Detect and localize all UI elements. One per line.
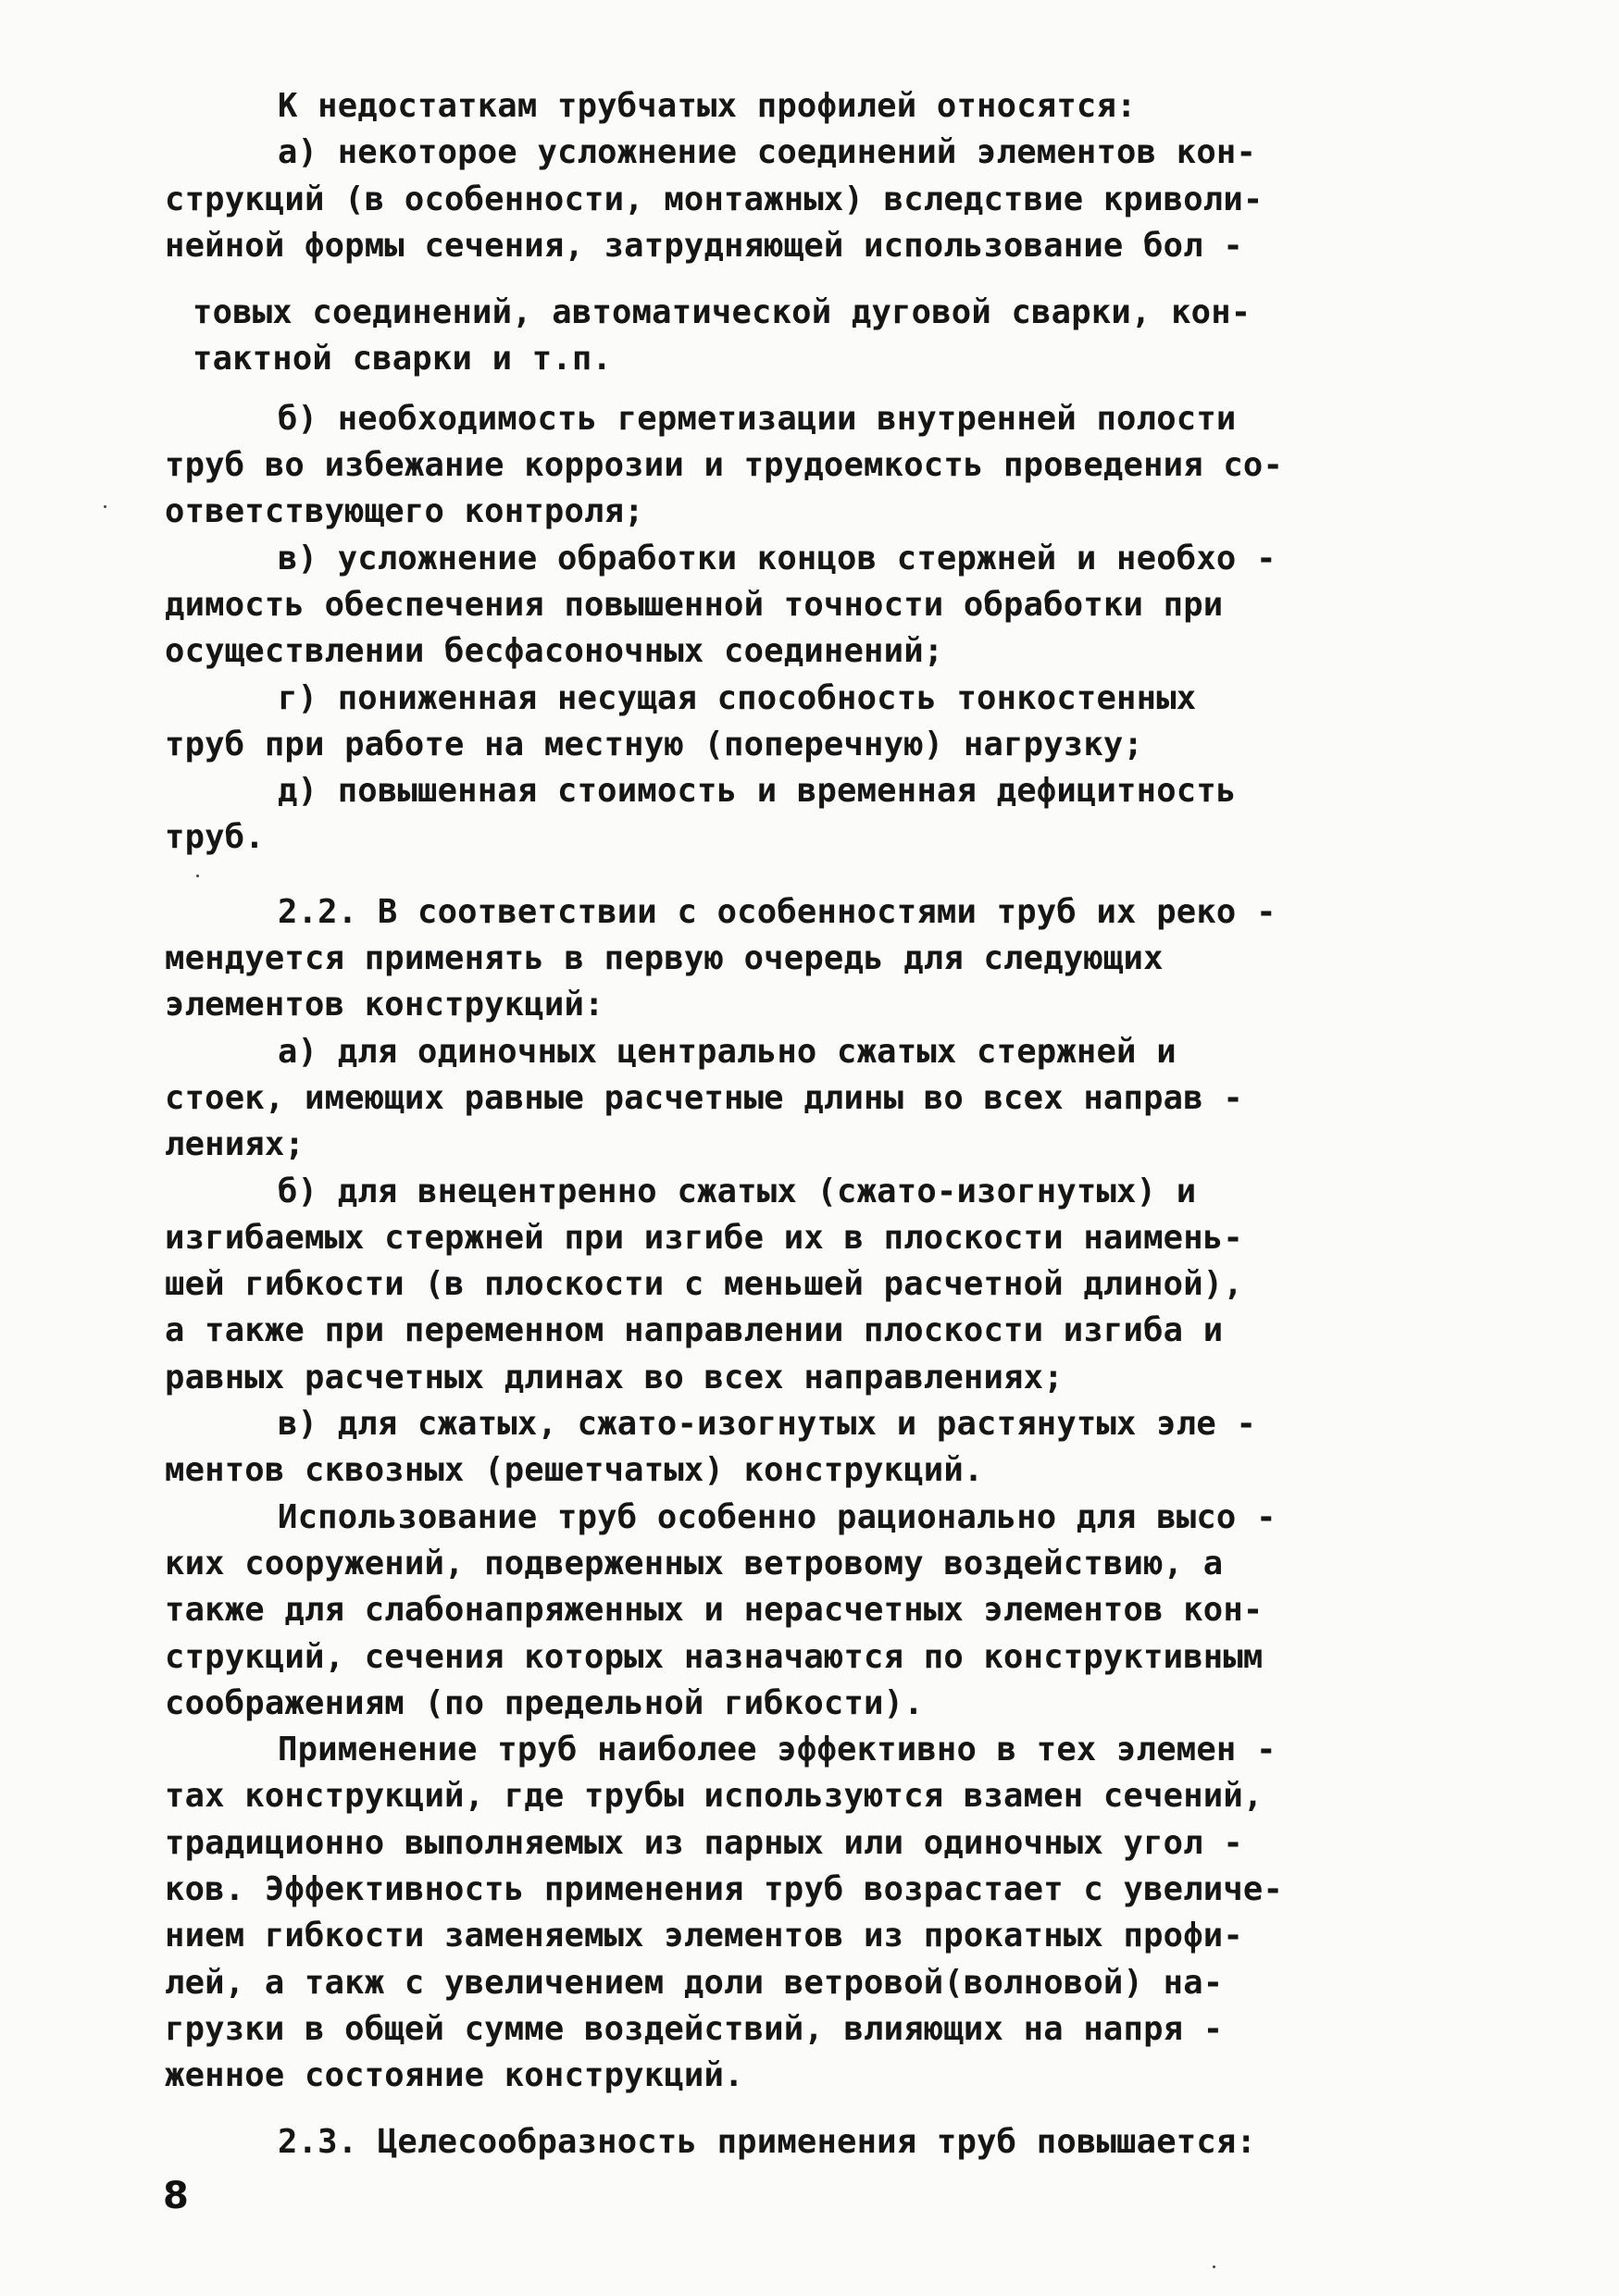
text-line: лениях; [165, 1125, 305, 1164]
text-line: К недостаткам трубчатых профилей относятся: [278, 87, 1137, 125]
text-line: труб. [165, 818, 265, 857]
text-line: нейной формы сечения, затрудняющей использование бол - [165, 226, 1243, 265]
text-line: изгибаемых стержней при изгибе их в плоскости наимень- [165, 1218, 1243, 1257]
text-line: ких сооружений, подверженных ветровому воздействию, а [165, 1544, 1224, 1582]
text-line: а) некоторое усложнение соединений элементов кон- [278, 133, 1257, 172]
text-line: а также при переменном направлении плоскости изгиба и [165, 1311, 1224, 1350]
text-line: равных расчетных длинах во всех направлениях; [165, 1358, 1064, 1396]
text-line: тах конструкций, где трубы используются взамен сечений, [165, 1777, 1264, 1816]
text-line: элементов конструкций: [165, 986, 604, 1024]
text-line: в) усложнение обработки концов стержней и необхо - [278, 539, 1277, 577]
text-line: лей, а такж с увеличением доли ветровой(волновой) на- [165, 1963, 1224, 2002]
text-line: ков. Эффективность применения труб возрастает с увеличе- [165, 1869, 1284, 1908]
text-line: б) для внецентренно сжатых (сжато-изогнутых) и [278, 1172, 1197, 1210]
text-line: труб при работе на местную (поперечную) нагрузку; [165, 725, 1144, 763]
text-line: тактной сварки и т.п. [193, 340, 613, 379]
text-line: также для слабонапряженных и нерасчетных элементов кон- [165, 1591, 1264, 1630]
text-line: труб во избежание коррозии и трудоемкость проведения со- [165, 446, 1284, 485]
body-text [165, 83, 1453, 2166]
text-line: традиционно выполняемых из парных или одиночных угол - [165, 1823, 1243, 1862]
text-line: димость обеспечения повышенной точности обработки при [165, 585, 1224, 624]
text-line: а) для одиночных центрально сжатых стержней и [278, 1032, 1177, 1071]
text-line: ответствующего контроля; [165, 492, 644, 531]
text-line: Применение труб наиболее эффективно в тех элемен - [278, 1731, 1277, 1769]
section-heading: 2.2. В соответствии с особенностями труб их реко - [278, 892, 1277, 931]
text-line: стоек, имеющих равные расчетные длины во всех направ - [165, 1078, 1243, 1117]
text-line: мендуется применять в первую очередь для следующих [165, 939, 1164, 978]
text-line: г) пониженная несущая способность тонкостенных [278, 678, 1197, 717]
text-line: Использование труб особенно рационально для высо - [278, 1497, 1277, 1536]
text-line: струкций, сечения которых назначаются по конструктивным [165, 1637, 1264, 1676]
scan-speck [104, 505, 106, 508]
text-line: в) для сжатых, сжато-изогнутых и растянутых эле - [278, 1405, 1257, 1444]
scan-speck [1213, 2265, 1215, 2268]
text-line: женное состояние конструкций. [165, 2056, 744, 2095]
text-line: струкций (в особенности, монтажных) вследствие криволи- [165, 180, 1264, 218]
text-line: б) необходимость герметизации внутренней полости [278, 399, 1237, 438]
section-heading: 2.3. Целесообразность применения труб повышается: [278, 2123, 1257, 2162]
text-line: нием гибкости заменяемых элементов из прокатных профи- [165, 1917, 1243, 1955]
scan-speck [196, 875, 199, 877]
text-line: грузки в общей сумме воздействий, влияющих на напря - [165, 2009, 1224, 2048]
text-line: шей гибкости (в плоскости с меньшей расчетной длиной), [165, 1265, 1243, 1304]
page-number: 8 [163, 2175, 189, 2217]
text-line: д) повышенная стоимость и временная дефицитность [278, 772, 1237, 811]
text-line: ментов сквозных (решетчатых) конструкций. [165, 1451, 984, 1490]
text-line: товых соединений, автоматической дуговой сварки, кон- [193, 293, 1252, 332]
text-line: осуществлении бесфасоночных соединений; [165, 632, 944, 671]
text-line: соображениям (по предельной гибкости). [165, 1683, 924, 1722]
